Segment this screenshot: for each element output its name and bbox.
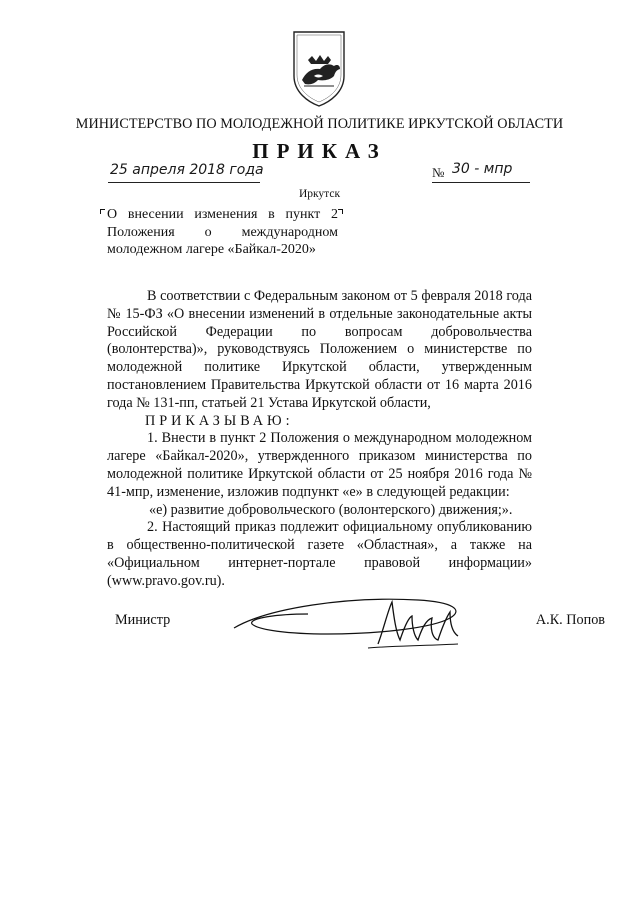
ministry-name: МИНИСТЕРСТВО ПО МОЛОДЕЖНОЙ ПОЛИТИКЕ ИРКУТСКОЙ ОБЛАСТИ bbox=[75, 116, 564, 132]
item-2-paragraph: 2. Настоящий приказ подлежит официальному опубликованию в общественно-политической газете «Областная», а также на «Официальном интернет-портале правовой информации» (www.pravo.gov.ru). bbox=[107, 519, 532, 589]
signatory-name: А.К. Попов bbox=[535, 612, 605, 628]
handwritten-number: 30 - мпр bbox=[452, 161, 513, 177]
decree-word: ПРИКАЗЫВАЮ: bbox=[145, 412, 294, 429]
number-label: № bbox=[432, 165, 445, 180]
city-name: Иркутск bbox=[298, 188, 341, 200]
handwritten-signature bbox=[228, 588, 468, 658]
subject-bracket-left bbox=[100, 209, 105, 214]
preamble-paragraph: В соответствии с Федеральным законом от 5 февраля 2018 года № 15-ФЗ «О внесении изменений в отдельные законодательные акты Российской Федерации по вопросам добровольчества (волонтерства)», руководствуясь Положением о министерстве по молодежной политике Иркутской области, утвержденным постановлением Правительства Иркутской области от 16 марта 2016 года № 131-пп, статьей 21 Устава Иркутской области, bbox=[107, 288, 532, 411]
document-type-title: ПРИКАЗ bbox=[252, 139, 387, 163]
subject-bracket-right bbox=[338, 209, 343, 214]
order-body bbox=[107, 288, 532, 591]
order-subject: О внесении изменения в пункт 2 Положения о международном молодежном лагере «Байкал-2020» bbox=[107, 207, 338, 257]
number-underline bbox=[432, 182, 530, 183]
signatory-position: Министр bbox=[115, 612, 171, 628]
item-1-subitem: «е) развитие добровольческого (волонтерского) движения;». bbox=[149, 501, 513, 518]
item-1-paragraph: 1. Внести в пункт 2 Положения о международном молодежном лагере «Байкал-2020», утвержденного приказом министерства по молодежной политике Иркутской области от 25 ноября 2016 года № 41-мпр, изменение, изложив подпункт «е» в следующей редакции: bbox=[107, 430, 532, 500]
coat-of-arms-emblem bbox=[290, 28, 348, 108]
handwritten-date: 25 апреля 2018 года bbox=[110, 162, 264, 178]
date-underline bbox=[108, 182, 260, 183]
